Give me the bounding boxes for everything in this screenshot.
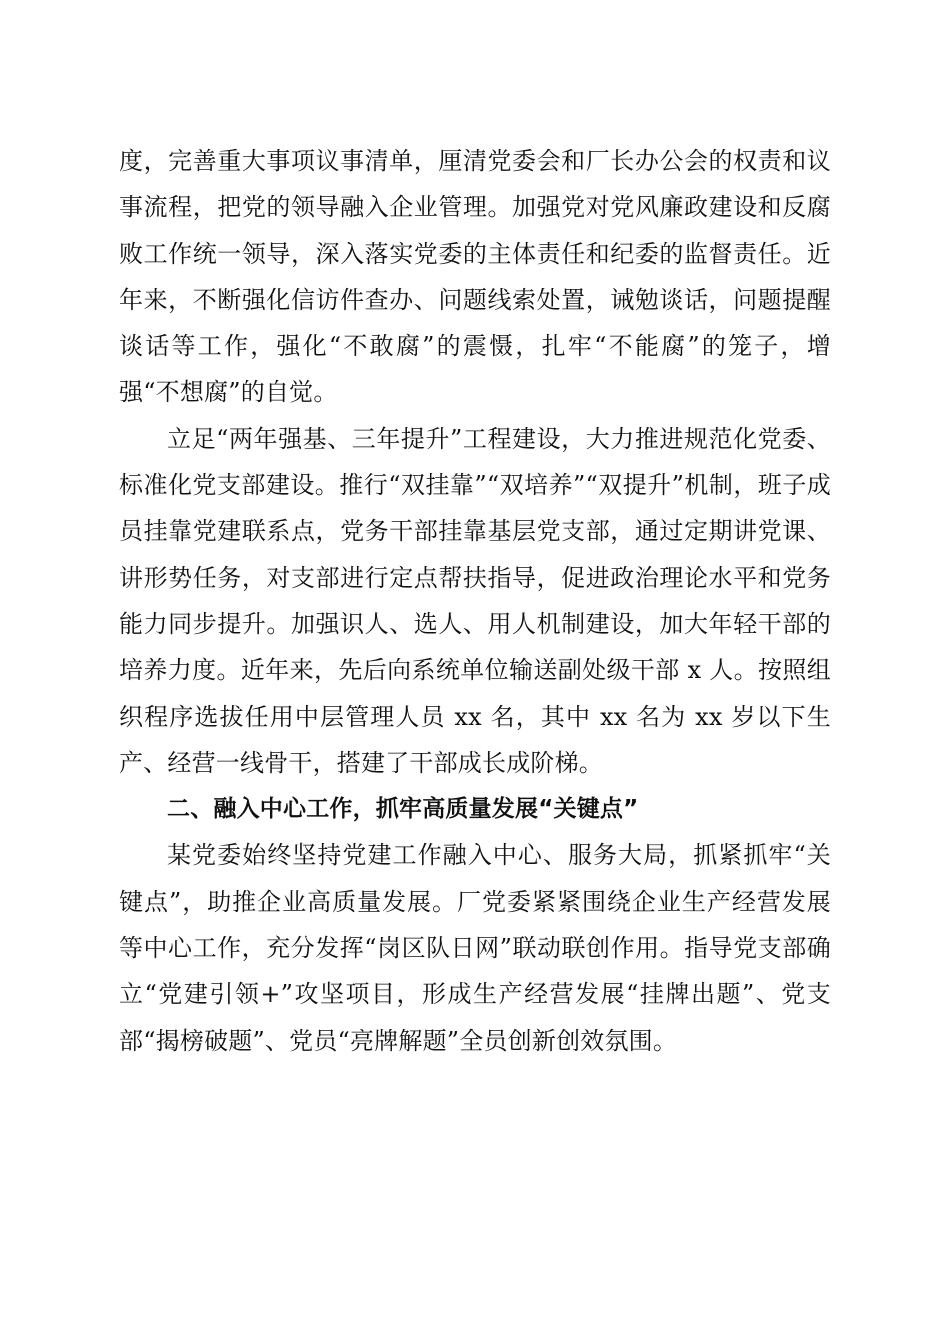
paragraph-continuation: 度，完善重大事项议事清单，厘清党委会和厂长办公会的权责和议事流程，把党的领导融入企业管理。加强党对党风廉政建设和反腐败工作统一领导，深入落实党委的主体责任和纪委的监督责任。近年来，不断强化信访件查办、问题线索处置，诫勉谈话，问题提醒谈话等工作，强化“不敢腐”的震慑，扎牢“不能腐”的笼子，增强“不想腐”的自觉。 bbox=[119, 147, 831, 407]
section-heading-2: 二、融入中心工作，抓牢高质量发展“关键点” bbox=[167, 796, 639, 823]
paragraph-grassroots-building: 立足“两年强基、三年提升”工程建设，大力推进规范化党委、标准化党支部建设。推行“双挂靠”“双培养”“双提升”机制，班子成员挂靠党建联系点，党务干部挂靠基层党支部，通过定期讲党课、讲形势任务，对支部进行定点帮扶指导，促进政治理论水平和党务能力同步提升。加强识人、选人、用人机制建设，加大年轻干部的培养力度。近年来，先后向系统单位输送副处级干部 x 人。按照组织程序选拔任用中层管理人员 xx 名，其中 xx 名为 xx 岁以下生产、经营一线骨干，搭建了干部成长成阶梯。 bbox=[119, 424, 831, 777]
document-body bbox=[119, 138, 831, 1064]
paragraph-key-points: 某党委始终坚持党建工作融入中心、服务大局，抓紧抓牢“关键点”，助推企业高质量发展。厂党委紧紧围绕企业生产经营发展等中心工作，充分发挥“岗区队日网”联动联创作用。指导党支部确立“党建引领+”攻坚项目，形成生产经营发展“挂牌出题”、党支部“揭榜破题”、党员“亮牌解题”全员创新创效氛围。 bbox=[119, 841, 831, 1055]
